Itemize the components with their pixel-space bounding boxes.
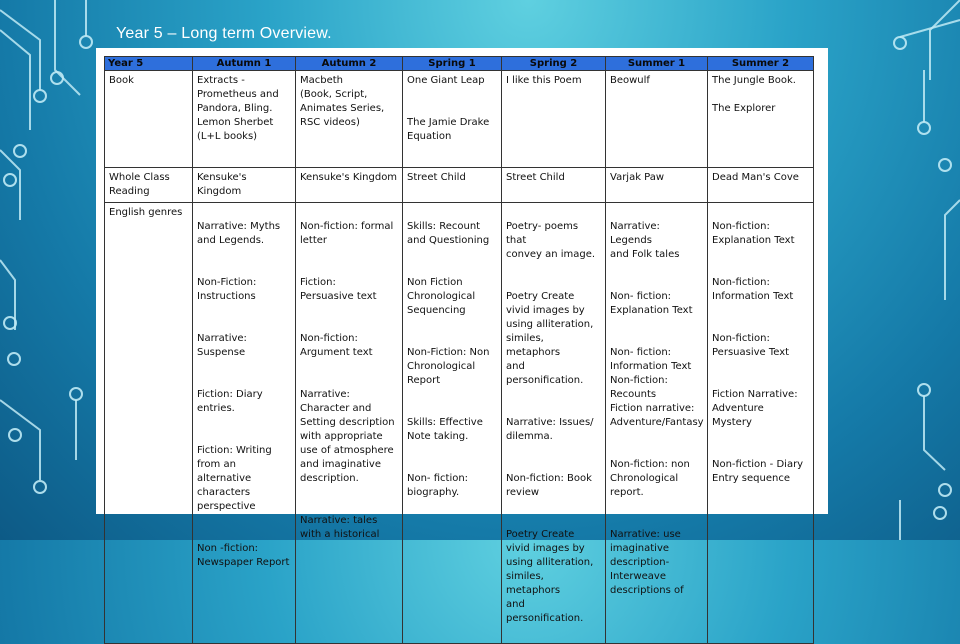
cell-reading-summer-2: Dead Man's Cove xyxy=(708,168,814,203)
cell-reading-autumn-2: Kensuke's Kingdom xyxy=(296,168,403,203)
genre-entry: Narrative: Character and Setting description with appropriate use of atmosphere and imaginative description. xyxy=(300,389,395,484)
cell-book-summer-2: The Jungle Book. The Explorer xyxy=(708,71,814,168)
genre-entry: Skills: Effective Note taking. xyxy=(407,417,483,442)
row-label-book: Book xyxy=(105,71,193,168)
cell-genres-summer-2 xyxy=(708,203,814,644)
genre-entry: Non-fiction - Diary Entry sequence xyxy=(712,459,804,484)
genre-entry: Narrative: use imaginative description- Interweave descriptions of xyxy=(610,529,684,596)
long-term-overview-table xyxy=(104,56,814,644)
genre-entry: Narrative: Myths and Legends. xyxy=(197,221,281,246)
genre-entry: Fiction: Persuasive text xyxy=(300,277,377,302)
cell-reading-spring-1: Street Child xyxy=(403,168,502,203)
genre-entry: Narrative: Legends and Folk tales xyxy=(610,221,680,260)
cell-genres-summer-1 xyxy=(606,203,708,644)
column-header-year: Year 5 xyxy=(105,57,193,71)
genre-entry: Non-fiction: Persuasive Text xyxy=(712,333,790,358)
header-row xyxy=(105,57,814,71)
genre-entry: Non-fiction: formal letter xyxy=(300,221,394,246)
row-label-english-genres: English genres xyxy=(105,203,193,644)
cell-reading-spring-2: Street Child xyxy=(502,168,606,203)
column-header-autumn-1: Autumn 1 xyxy=(193,57,296,71)
table-row-whole-class-reading xyxy=(105,168,814,203)
genre-entry: Narrative: Issues/ dilemma. xyxy=(506,417,594,442)
genre-entry: Non-fiction: Explanation Text xyxy=(712,221,795,246)
column-header-spring-2: Spring 2 xyxy=(502,57,606,71)
cell-genres-autumn-2 xyxy=(296,203,403,644)
genre-entry: Poetry Create vivid images by using alliteration, similes, metaphors and personification. xyxy=(506,529,594,624)
cell-genres-spring-2 xyxy=(502,203,606,644)
genre-entry: Skills: Recount and Questioning xyxy=(407,221,490,246)
column-header-summer-2: Summer 2 xyxy=(708,57,814,71)
genre-entry: Non-fiction: non Chronological report. xyxy=(610,459,690,498)
column-header-spring-1: Spring 1 xyxy=(403,57,502,71)
genre-entry: Poetry- poems that convey an image. xyxy=(506,221,596,260)
genre-entry: Fiction Narrative: Adventure Mystery xyxy=(712,389,798,428)
genre-entry: Narrative: Suspense xyxy=(197,333,247,358)
column-header-summer-1: Summer 1 xyxy=(606,57,708,71)
cell-reading-summer-1: Varjak Paw xyxy=(606,168,708,203)
genre-entry: Poetry Create vivid images by using alliteration, similes, metaphors and personification. xyxy=(506,291,594,386)
cell-book-spring-2: I like this Poem xyxy=(502,71,606,168)
genre-entry: Non-Fiction: Instructions xyxy=(197,277,257,302)
row-label-whole-class-reading: Whole Class Reading xyxy=(105,168,193,203)
slide-title: Year 5 – Long term Overview. xyxy=(116,25,332,42)
genre-entry: Non-fiction: Argument text xyxy=(300,333,373,358)
cell-book-autumn-2: Macbeth (Book, Script, Animates Series, RSC videos) xyxy=(296,71,403,168)
genre-entry: Narrative: tales with a historical xyxy=(300,515,380,540)
cell-genres-autumn-1 xyxy=(193,203,296,644)
cell-book-summer-1: Beowulf xyxy=(606,71,708,168)
genre-entry: Non- fiction: Information Text Non-fiction: Recounts Fiction narrative: Adventure/Fantasy xyxy=(610,347,704,428)
genre-entry: Non-fiction: Information Text xyxy=(712,277,794,302)
genre-entry: Non Fiction Chronological Sequencing xyxy=(407,277,476,316)
column-header-autumn-2: Autumn 2 xyxy=(296,57,403,71)
genre-entry: Non- fiction: biography. xyxy=(407,473,469,498)
genre-entry: Non- fiction: Explanation Text xyxy=(610,291,693,316)
cell-book-spring-1: One Giant Leap The Jamie Drake Equation xyxy=(403,71,502,168)
genre-entry: Non -fiction: Newspaper Report xyxy=(197,543,290,568)
table-row-book xyxy=(105,71,814,168)
overview-sheet xyxy=(96,48,828,624)
genre-entry: Non-Fiction: Non Chronological Report xyxy=(407,347,490,386)
cell-book-autumn-1: Extracts - Prometheus and Pandora, Bling. Lemon Sherbet (L+L books) xyxy=(193,71,296,168)
cell-reading-autumn-1: Kensuke's Kingdom xyxy=(193,168,296,203)
genre-entry: Non-fiction: Book review xyxy=(506,473,592,498)
genre-entry: Fiction: Writing from an alternative characters perspective xyxy=(197,445,272,512)
cell-genres-spring-1 xyxy=(403,203,502,644)
genre-entry: Fiction: Diary entries. xyxy=(197,389,263,414)
table-row-english-genres xyxy=(105,203,814,644)
